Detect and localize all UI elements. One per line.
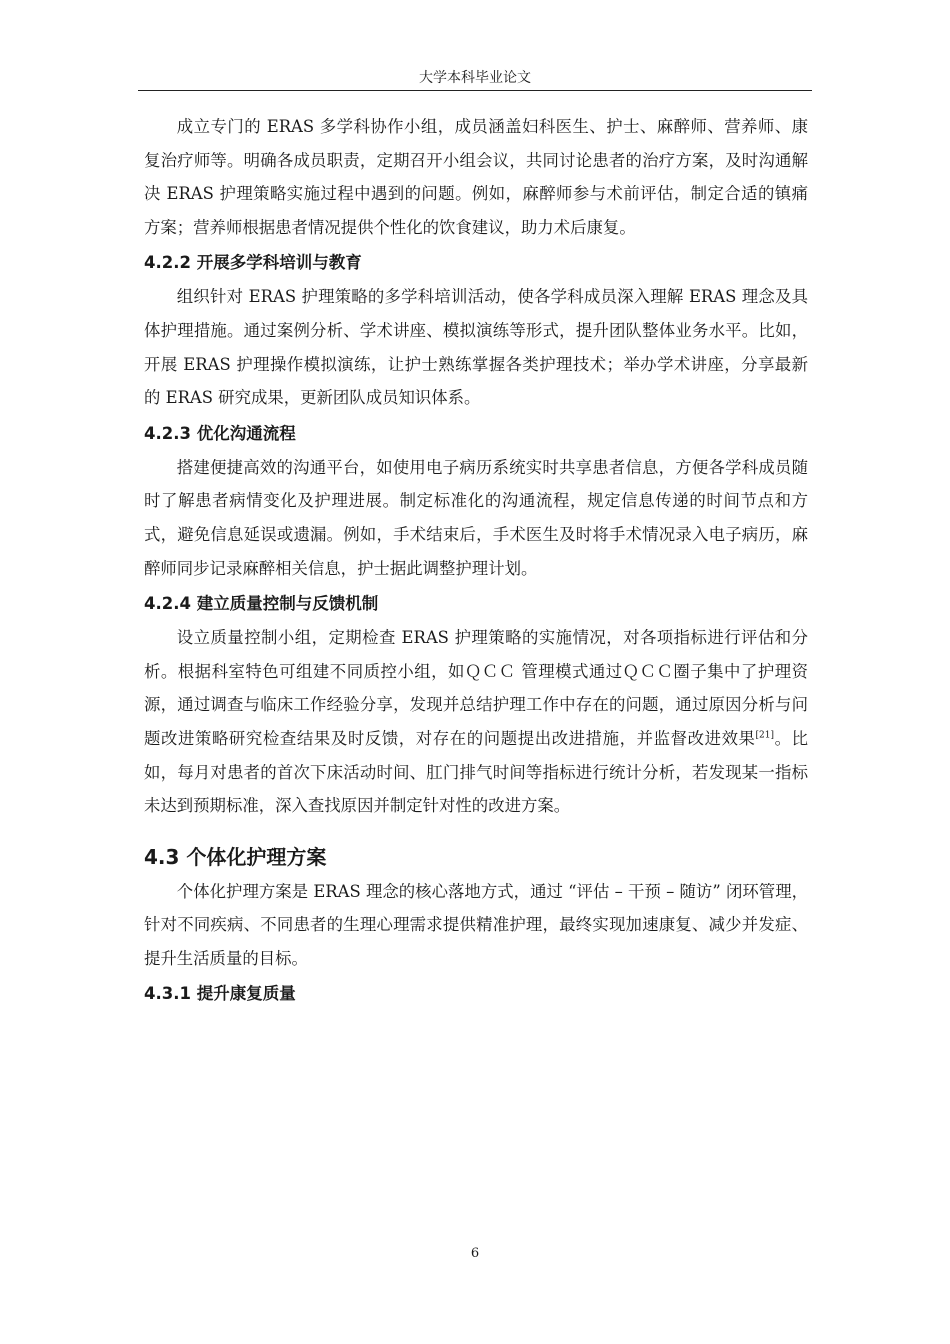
heading-4-3: 4.3 个体化护理方案 bbox=[144, 844, 327, 869]
paragraph-quality-control bbox=[144, 621, 808, 823]
heading-4-2-2: 4.2.2 开展多学科培训与教育 bbox=[144, 253, 362, 273]
citation-ref: [21] bbox=[755, 730, 775, 741]
paragraph-quality-control-part2: 。比如，每月对患者的首次下床活动时间、肛门排气时间等指标进行统计分析，若发现某一指标未达到预期标准，深入查找原因并制定针对性的改进方案。 bbox=[144, 728, 809, 816]
page-body bbox=[144, 110, 808, 1011]
paragraph-eras-team: 成立专门的 ERAS 多学科协作小组，成员涵盖妇科医生、护士、麻醉师、营养师、康复治疗师等。明确各成员职责，定期召开小组会议，共同讨论患者的治疗方案，及时沟通解决 ERAS 护理策略实施过程中遇到的问题。例如，麻醉师参与术前评估，制定合适的镇痛方案；营养师根据患者情况提供个性化的饮食建议，助力术后康复。 bbox=[144, 117, 808, 237]
paragraph-training: 组织针对 ERAS 护理策略的多学科培训活动，使各学科成员深入理解 ERAS 理念及具体护理措施。通过案例分析、学术讲座、模拟演练等形式，提升团队整体业务水平。比如，开展 ERAS 护理操作模拟演练，让护士熟练掌握各类护理技术；举办学术讲座，分享最新的 ERAS 研究成果，更新团队成员知识体系。 bbox=[144, 287, 808, 408]
heading-4-2-4: 4.2.4 建立质量控制与反馈机制 bbox=[144, 594, 379, 614]
heading-4-2-3: 4.2.3 优化沟通流程 bbox=[144, 423, 296, 443]
page-number: 6 bbox=[470, 1246, 480, 1261]
heading-4-3-1: 4.3.1 提升康复质量 bbox=[144, 984, 296, 1004]
paragraph-quality-control-part1: 设立质量控制小组，定期检查 ERAS 护理策略的实施情况，对各项指标进行评估和分析。根据科室特色可组建不同质控小组，如ＱＣＣ 管理模式通过ＱＣＣ圈子集中了护理资源，通过调查与临床工作经验分享，发现并总结护理工作中存在的问题，通过原因分析与问题改进策略研究检查结果及时反馈，对存在的问题提出改进措施，并监督改进效果 bbox=[144, 628, 808, 748]
paragraph-communication: 搭建便捷高效的沟通平台，如使用电子病历系统实时共享患者信息，方便各学科成员随时了解患者病情变化及护理进展。制定标准化的沟通流程，规定信息传递的时间节点和方式，避免信息延误或遗漏。例如，手术结束后，手术医生及时将手术情况录入电子病历，麻醉师同步记录麻醉相关信息，护士据此调整护理计划。 bbox=[144, 457, 808, 578]
running-header: 大学本科毕业论文 bbox=[419, 70, 531, 86]
header-rule bbox=[138, 90, 812, 91]
paragraph-individualized-care: 个体化护理方案是 ERAS 理念的核心落地方式，通过 “评估 – 干预 – 随访” 闭环管理，针对不同疾病、不同患者的生理心理需求提供精准护理，最终实现加速康复、减少并发症、提升生活质量的目标。 bbox=[144, 881, 808, 968]
